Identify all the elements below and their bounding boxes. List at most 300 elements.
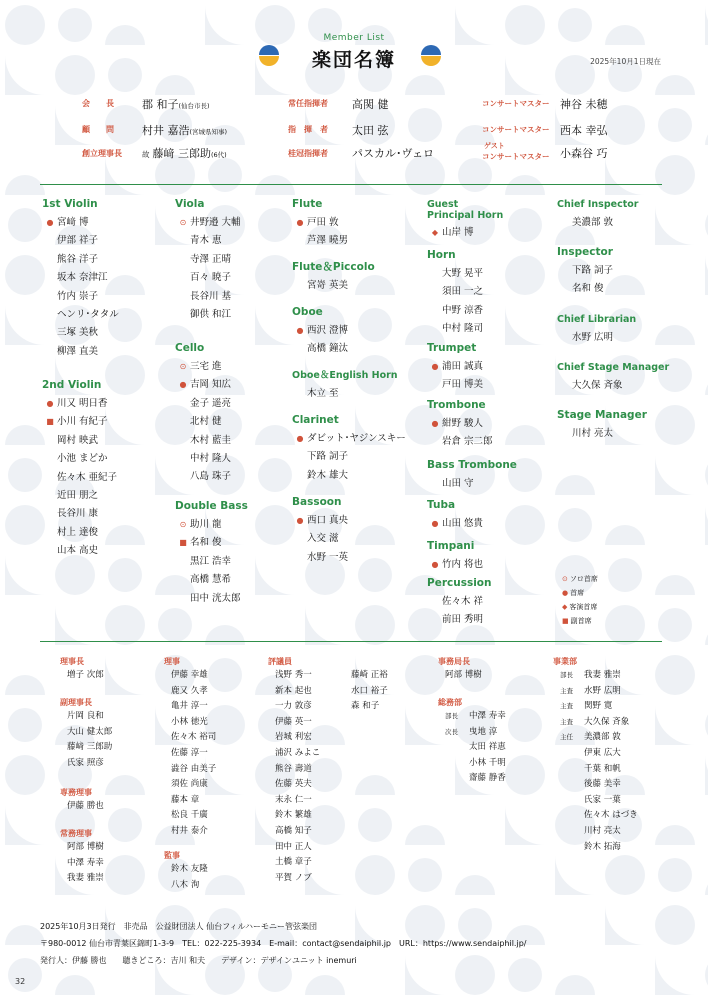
member-name: ● 浦田 誠真	[431, 361, 484, 372]
rank-mark-icon: ●	[296, 516, 304, 525]
member-name: 八島 珠子	[190, 471, 232, 483]
background-shape	[158, 608, 192, 642]
background-shape	[105, 655, 145, 695]
background-shape	[155, 405, 195, 445]
board-group-title: 事務局長	[438, 657, 470, 666]
section-title: Viola	[175, 198, 205, 210]
background-shape	[355, 525, 395, 545]
background-shape	[508, 708, 542, 742]
section-title: Oboe	[292, 306, 323, 318]
board-member: 後藤 美幸	[584, 779, 621, 790]
member-name: ● 宮﨑 博	[46, 217, 89, 228]
member-name: ● 川又 明日香	[46, 398, 108, 409]
background-shape	[5, 755, 45, 795]
background-shape	[108, 808, 142, 842]
officer-name: 郡 和子(仙台市長)	[142, 98, 210, 111]
board-member: 八木 洵	[171, 879, 200, 890]
member-name: 芦澤 曉男	[307, 235, 349, 247]
member-name: 大野 晃平	[442, 268, 484, 279]
background-shape	[5, 555, 45, 595]
member-name: ◆ 山岸 博	[431, 227, 474, 238]
section-title: Percussion	[427, 577, 492, 589]
background-shape	[655, 955, 695, 995]
board-member: 次長 曳地 淳	[445, 726, 498, 737]
background-shape	[5, 805, 45, 845]
background-shape	[458, 908, 492, 942]
member-name: 木村 藍圭	[190, 434, 232, 446]
board-member: 主任 美濃部 敦	[560, 732, 621, 743]
member-name: 村上 達俊	[57, 526, 99, 538]
rank-mark-icon: ■	[562, 617, 569, 625]
background-shape	[655, 575, 695, 595]
background-shape	[405, 955, 445, 995]
member-name: 金子 遥亮	[190, 397, 232, 409]
background-shape	[658, 858, 692, 892]
background-shape	[355, 275, 395, 295]
board-member: 主査 関野 寛	[560, 701, 613, 712]
member-name: 寺澤 正晴	[190, 253, 232, 265]
rank-mark-icon: ●	[431, 519, 439, 528]
member-name: 大久保 斉象	[572, 380, 623, 391]
rank-mark-icon: ●	[179, 380, 187, 390]
officer-name: 太田 弦	[352, 124, 389, 137]
member-name: 長谷川 康	[57, 508, 99, 520]
board-member: 片岡 良和	[67, 711, 104, 721]
board-member: 我妻 雅崇	[67, 873, 104, 884]
background-shape	[505, 675, 545, 695]
background-shape	[155, 575, 195, 595]
background-shape	[5, 425, 45, 445]
background-shape	[655, 75, 695, 95]
member-name: 戸田 博美	[442, 379, 484, 391]
board-member: 新本 起也	[275, 685, 312, 696]
member-name: 百々 暁子	[190, 272, 232, 284]
background-shape	[105, 855, 145, 895]
background-shape	[5, 925, 45, 945]
rank-mark-icon: ●	[431, 362, 439, 371]
section-title: Tuba	[427, 499, 456, 511]
background-shape	[255, 505, 295, 545]
board-member: 亀井 淳一	[171, 701, 208, 712]
rank-mark-icon: ◆	[431, 228, 439, 237]
board-member: 藤﨑 三郎助	[67, 742, 113, 753]
board-member: 熊谷 壽道	[275, 763, 312, 774]
background-shape	[5, 175, 45, 195]
background-shape	[258, 458, 292, 492]
background-shape	[455, 875, 495, 895]
member-name: 美濃部 敦	[572, 217, 614, 228]
legend-item: ◆ 客演首席	[562, 603, 598, 611]
board-member: 伊藤 英一	[275, 716, 312, 727]
left-logo-icon	[258, 44, 280, 66]
section-title: Cello	[175, 342, 205, 354]
section-title: Stage Manager	[557, 409, 647, 421]
board-member: 末永 仁一	[275, 794, 312, 805]
member-name: ● 山田 悠貴	[431, 518, 484, 529]
background-shape	[105, 775, 145, 795]
background-shape	[205, 625, 245, 645]
background-shape	[55, 555, 95, 595]
as-of-date: 2025年10月1日現在	[590, 57, 661, 66]
board-member: 佐藤 英夫	[275, 779, 312, 790]
board-member: 千葉 和帆	[584, 763, 621, 774]
board-group-title: 理事	[164, 657, 180, 666]
member-name: 水野 一英	[307, 551, 349, 563]
board-member: 阿部 博樹	[445, 670, 482, 680]
member-name: ● 西口 真央	[296, 515, 349, 526]
rank-mark-icon: ◆	[562, 603, 568, 611]
member-name: 山本 高史	[57, 545, 99, 557]
member-name: 前田 秀明	[442, 614, 484, 626]
board-member: 鈴木 友隆	[171, 864, 208, 874]
background-shape	[555, 475, 595, 495]
section-title: Principal Horn	[427, 210, 504, 221]
board-member: 阿部 博樹	[67, 842, 104, 852]
background-shape	[608, 558, 642, 592]
board-group-title: 監事	[164, 851, 180, 860]
section-title: Flute＆Piccolo	[292, 261, 375, 273]
member-name: 水野 広明	[572, 332, 614, 343]
member-name: 高橋 鐘汰	[307, 343, 349, 355]
section-title: Chief Stage Manager	[557, 362, 670, 373]
board-member: 佐々木 はづき	[584, 810, 638, 821]
board-member: 小林 千明	[469, 757, 506, 768]
section-title: Guest	[427, 199, 459, 210]
background-shape	[155, 155, 195, 195]
background-shape	[208, 658, 242, 692]
background-shape	[605, 155, 645, 195]
officer-label: 顧 問	[82, 125, 114, 134]
footer-publish-line: 2025年10月3日発行 非売品 公益財団法人 仙台フィルハーモニー管弦楽団	[40, 922, 317, 931]
background-shape	[355, 855, 395, 895]
section-title: 1st Violin	[42, 198, 98, 210]
background-shape	[505, 805, 545, 845]
member-name: 坂本 奈津江	[57, 272, 108, 284]
background-shape	[8, 708, 42, 742]
background-shape	[105, 605, 145, 645]
background-shape	[358, 808, 392, 842]
member-name: ● 吉岡 知広	[179, 379, 232, 391]
member-name: 青木 恵	[190, 235, 222, 247]
member-name: 岩倉 宗二郎	[442, 436, 493, 448]
background-shape	[655, 455, 695, 495]
background-shape	[408, 608, 442, 642]
page-subtitle: Member List	[323, 33, 385, 43]
board-member: 浦沢 みよこ	[275, 748, 321, 758]
member-name: 高橋 慧希	[190, 574, 232, 586]
legend-item: ● 首席	[562, 589, 585, 597]
board-member: 中澤 寿幸	[67, 857, 104, 868]
section-title: Double Bass	[175, 500, 248, 512]
background-shape	[105, 405, 145, 445]
background-shape	[658, 608, 692, 642]
background-shape	[8, 958, 42, 992]
member-name: ● 竹内 将也	[431, 559, 484, 570]
section-title: Clarinet	[292, 414, 339, 426]
member-name: 鈴木 雄大	[307, 469, 349, 481]
background-shape	[5, 305, 45, 345]
section-title: Inspector	[557, 246, 613, 258]
board-member: 須佐 尚康	[171, 779, 208, 790]
board-member: 一力 敦彦	[275, 701, 312, 712]
page-number: 32	[15, 977, 26, 986]
member-name: ● 西沢 澄博	[296, 325, 349, 336]
background-shape	[205, 755, 245, 795]
background-shape	[508, 208, 542, 242]
background-shape	[655, 325, 695, 345]
background-shape	[5, 255, 45, 295]
section-title: Chief Librarian	[557, 314, 637, 325]
officer-label: 常任指揮者	[288, 99, 328, 108]
background-shape	[455, 625, 495, 645]
section-title: Bass Trombone	[427, 459, 517, 471]
member-name: ■ 小川 有紀子	[46, 416, 108, 428]
member-name: ⊙ 三宅 進	[179, 361, 222, 372]
background-shape	[508, 958, 542, 992]
rank-mark-icon: ●	[562, 589, 569, 597]
member-name: 岡村 映武	[57, 434, 99, 446]
board-member: 鹿又 久孝	[171, 685, 208, 696]
rank-mark-icon: ⊙	[179, 362, 187, 371]
background-shape	[105, 155, 145, 195]
member-name: 中野 涼香	[442, 304, 484, 316]
right-logo-icon	[420, 44, 442, 66]
background-shape	[255, 175, 295, 195]
board-member: 土橋 章子	[275, 857, 312, 868]
officer-label: コンサートマスター	[482, 125, 550, 134]
board-member: 太田 祥恵	[469, 742, 506, 753]
rank-mark-icon: ⊙	[179, 520, 187, 529]
background-shape	[305, 605, 345, 645]
member-name: 佐々木 亜紀子	[57, 471, 118, 483]
board-group-title: 副理事長	[60, 698, 92, 707]
background-shape	[8, 458, 42, 492]
officer-name: 小森谷 巧	[560, 147, 608, 160]
board-member: 川村 亮太	[584, 826, 621, 836]
member-name: 黒江 浩幸	[190, 555, 232, 567]
member-name: 山田 守	[442, 478, 474, 489]
background-shape	[355, 775, 395, 795]
background-shape	[405, 825, 445, 845]
background-shape	[105, 525, 145, 545]
rank-mark-icon: ●	[431, 419, 439, 428]
board-member: 氏家 照彦	[67, 757, 104, 768]
background-shape	[655, 205, 695, 245]
section-title: Trombone	[427, 399, 486, 411]
background-shape	[255, 305, 295, 345]
board-member: 伊藤 幸雄	[171, 670, 208, 680]
officer-name: 西本 幸弘	[560, 124, 608, 137]
board-member: 大山 健太郎	[67, 726, 113, 737]
board-member: 鈴木 繁雄	[275, 810, 312, 821]
background-shape	[655, 405, 695, 445]
member-name: 下路 詞子	[572, 265, 614, 276]
background-shape	[258, 208, 292, 242]
board-group-title: 常務理事	[60, 829, 92, 838]
background-shape	[405, 75, 445, 95]
section-title: Chief Inspector	[557, 199, 639, 210]
board-member: 佐々木 裕司	[171, 732, 217, 743]
section-title: Bassoon	[292, 496, 342, 508]
background-shape	[555, 855, 595, 895]
background-shape	[505, 505, 545, 545]
background-shape	[155, 75, 195, 95]
board-member: 鈴木 拓海	[584, 841, 621, 852]
member-name: 中村 隆司	[442, 323, 484, 335]
background-shape	[255, 255, 295, 295]
background-shape	[305, 975, 345, 995]
board-member: 齋藤 静香	[469, 773, 506, 784]
background-shape	[355, 605, 395, 645]
officer-name: パスカル･ヴェロ	[352, 147, 435, 160]
section-title: 2nd Violin	[42, 379, 102, 391]
officer-name: 故 藤﨑 三郎助(6代)	[142, 147, 227, 160]
board-member: 村井 泰介	[171, 826, 208, 836]
legend-item: ⊙ ソロ首席	[562, 575, 598, 583]
background-shape	[655, 705, 695, 745]
board-member: 増子 次郎	[67, 670, 104, 680]
background-shape	[605, 605, 645, 645]
background-shape	[655, 905, 695, 945]
member-name: 伊部 祥子	[57, 235, 99, 247]
member-name: 佐々木 祥	[442, 596, 484, 607]
background-shape	[655, 655, 695, 695]
background-shape	[605, 855, 645, 895]
section-title: Flute	[292, 198, 323, 210]
board-group-title: 評議員	[268, 657, 292, 666]
board-member: 松良 千廣	[171, 810, 208, 821]
member-name: 川村 亮太	[572, 428, 614, 439]
board-member: 藤崎 正裕	[351, 670, 388, 680]
member-name: ⊙ 井野邉 大輔	[179, 217, 241, 228]
background-shape	[405, 155, 445, 195]
legend-item: ■ 副首席	[562, 617, 592, 625]
board-member: 平賀 ノブ	[275, 872, 312, 883]
background-shape	[5, 675, 45, 695]
member-name: 中村 隆人	[190, 453, 232, 464]
rank-mark-icon: ■	[46, 417, 54, 427]
background-shape	[405, 705, 445, 745]
member-name: ● 戸田 敦	[296, 217, 339, 228]
background-shape	[605, 525, 645, 545]
background-shape	[5, 505, 45, 545]
officer-label: ゲスト	[484, 142, 505, 150]
member-name: 下路 詞子	[307, 451, 349, 463]
footer-contact-line: 〒980-0012 仙台市青葉区錦町1-3-9 TEL：022-225-3934 E-mail：contact@sendaiphil.jp URL：https://www.sendaiphil.jp/	[40, 939, 527, 948]
background-shape	[505, 425, 545, 445]
rank-mark-icon: ●	[296, 434, 304, 443]
background-shape	[505, 555, 545, 595]
background-shape	[658, 108, 692, 142]
background-shape	[655, 825, 695, 845]
background-shape	[455, 955, 495, 995]
member-name: ⊙ 助川 龍	[179, 519, 222, 530]
background-shape	[105, 355, 145, 395]
section-title: Oboe＆English Horn	[292, 370, 398, 381]
background-shape	[208, 158, 242, 192]
board-member: 部長 我妻 雅崇	[560, 670, 621, 680]
board-group-title: 理事長	[60, 657, 84, 666]
section-divider	[40, 641, 662, 642]
member-name: 小池 まどか	[57, 453, 108, 465]
board-member: 主査 大久保 斉象	[560, 716, 630, 727]
officer-label: コンサートマスター	[482, 99, 550, 108]
background-shape	[505, 175, 545, 195]
member-name: 近田 朋之	[57, 490, 99, 501]
member-name: 長谷川 基	[190, 290, 232, 302]
officer-label: 創立理事長	[82, 149, 122, 158]
background-shape	[308, 758, 342, 792]
background-shape	[605, 905, 645, 945]
background-shape	[408, 858, 442, 892]
background-shape	[55, 805, 95, 845]
background-shape	[358, 308, 392, 342]
board-member: 藤本 章	[171, 794, 200, 805]
background-shape	[255, 425, 295, 445]
rank-mark-icon: ●	[431, 560, 439, 569]
background-shape	[555, 975, 595, 995]
member-name: 御供 和江	[190, 309, 232, 320]
officer-name: 村井 嘉浩(宮城県知事)	[142, 124, 228, 137]
board-member: 森 和子	[351, 701, 380, 712]
board-member: 佐藤 淳一	[171, 748, 208, 758]
board-group-title: 事業部	[553, 657, 577, 666]
board-member: 田中 正人	[275, 841, 312, 852]
rank-mark-icon: ●	[46, 399, 54, 408]
rank-mark-icon: ⊙	[562, 575, 568, 583]
section-title: Timpani	[427, 540, 475, 552]
background-shape	[55, 975, 95, 995]
section-title: Horn	[427, 249, 456, 261]
rank-mark-icon: ●	[296, 218, 304, 227]
board-member: 浅野 秀一	[275, 670, 312, 680]
background-shape	[358, 558, 392, 592]
rank-mark-icon: ■	[179, 538, 187, 548]
member-name: 入交 滋	[307, 533, 339, 545]
board-member: 澁谷 由美子	[171, 763, 217, 774]
board-group-title: 専務理事	[60, 788, 92, 797]
background-shape	[105, 275, 145, 295]
member-name: 柳澤 直美	[57, 345, 99, 357]
member-name: 木立 至	[307, 388, 339, 399]
board-member: 水口 裕子	[351, 685, 388, 696]
member-name: ■ 名和 俊	[179, 537, 222, 549]
rank-mark-icon: ⊙	[179, 218, 187, 227]
board-member: 小林 徳光	[171, 716, 208, 727]
background-shape	[8, 208, 42, 242]
member-name: 須田 一之	[442, 286, 484, 298]
officer-label: 指 揮 者	[288, 125, 328, 134]
background-shape	[655, 155, 695, 195]
background-shape	[605, 105, 645, 145]
officer-name: 神谷 未穂	[560, 98, 608, 111]
background-shape	[505, 255, 545, 295]
background-shape	[505, 305, 545, 345]
section-divider	[40, 184, 662, 185]
background-shape	[408, 108, 442, 142]
board-member: 伊東 広大	[584, 748, 621, 758]
background-shape	[605, 275, 645, 295]
rank-mark-icon: ●	[296, 326, 304, 335]
board-member: 伊藤 勝也	[67, 801, 104, 811]
footer-credits-line: 発行人：伊藤 勝也 聴きどころ：吉川 和夫 デザイン：デザインユニット inemuri	[40, 956, 357, 965]
page-title: 楽団名簿	[311, 49, 396, 71]
rank-mark-icon: ●	[46, 218, 54, 227]
background-shape	[155, 455, 195, 495]
member-name: ヘンリ･タタル	[57, 309, 119, 320]
background-shape	[108, 558, 142, 592]
officer-label: 桂冠指揮者	[288, 149, 328, 158]
